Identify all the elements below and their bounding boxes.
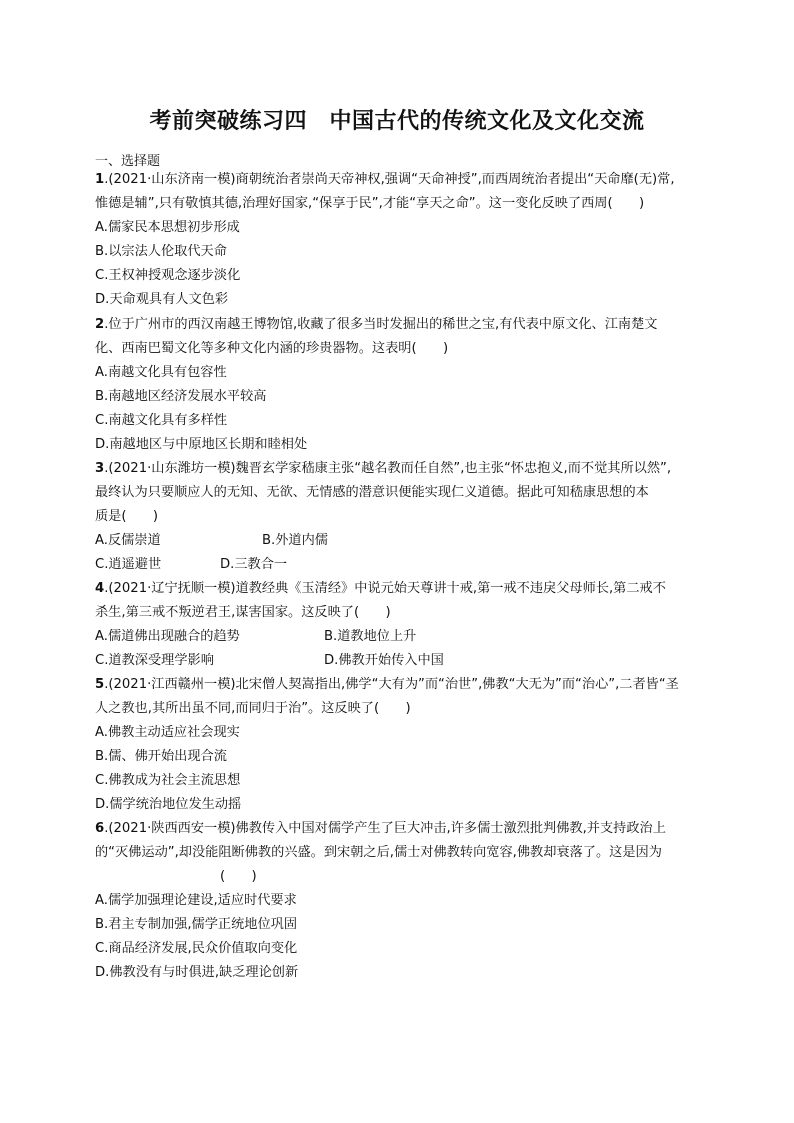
question-4-option-c: C.道教深受理学影响 bbox=[95, 653, 214, 668]
question-2-option-b: B.南越地区经济发展水平较高 bbox=[95, 389, 267, 404]
question-1-option-b: B.以宗法人伦取代天命 bbox=[95, 244, 227, 259]
question-5-option-b: B.儒、佛开始出现合流 bbox=[95, 749, 227, 764]
page-title: 考前突破练习四 中国古代的传统文化及文化交流 bbox=[149, 109, 645, 134]
question-3-option-d: D.三教合一 bbox=[220, 557, 288, 572]
question-5-option-d: D.儒学统治地位发生动摇 bbox=[95, 797, 242, 812]
question-number: 2 bbox=[95, 317, 105, 332]
question-number: 4 bbox=[95, 581, 105, 596]
question-2-option-c: C.南越文化具有多样性 bbox=[95, 413, 228, 428]
question-4-option-d: D.佛教开始传入中国 bbox=[324, 653, 444, 668]
question-5-line-1: 5.(2021·江西赣州一模)北宋僧人契嵩指出,佛学“大有为”而“治世”,佛教“大无为”而“治心”,二者皆“圣 bbox=[95, 677, 679, 692]
question-6-answer-blank: ( ) bbox=[220, 869, 257, 884]
question-3-line-2: 最终认为只要顺应人的无知、无欲、无情感的潜意识便能实现仁义道德。据此可知嵇康思想的本 bbox=[95, 485, 649, 500]
question-1-line-1: 1.(2021·山东济南一模)商朝统治者崇尚天帝神权,强调“天命神授”,而西周统治者提出“天命靡(无)常, bbox=[95, 172, 675, 187]
question-6-option-a: A.儒学加强理论建设,适应时代要求 bbox=[95, 893, 297, 908]
question-6-option-c: C.商品经济发展,民众价值取向变化 bbox=[95, 941, 298, 956]
question-1-line-2: 惟德是辅”,只有敬慎其德,治理好国家,“保享于民”,才能“享天之命”。这一变化反映了西周( ) bbox=[95, 196, 645, 211]
question-6-option-d: D.佛教没有与时俱进,缺乏理论创新 bbox=[95, 965, 299, 980]
question-1-option-c: C.王权神授观念逐步淡化 bbox=[95, 268, 241, 283]
question-2-line-1: 2.位于广州市的西汉南越王博物馆,收藏了很多当时发掘出的稀世之宝,有代表中原文化、江南楚文 bbox=[95, 317, 658, 332]
question-2-line-2: 化、西南巴蜀文化等多种文化内涵的珍贵器物。这表明( ) bbox=[95, 341, 449, 356]
question-4-option-a: A.儒道佛出现融合的趋势 bbox=[95, 629, 240, 644]
question-1-option-d: D.天命观具有人文色彩 bbox=[95, 292, 229, 307]
question-3-option-b: B.外道内儒 bbox=[262, 533, 328, 548]
question-number: 6 bbox=[95, 821, 105, 836]
question-5-option-c: C.佛教成为社会主流思想 bbox=[95, 773, 241, 788]
question-3-line-1: 3.(2021·山东潍坊一模)魏晋玄学家嵇康主张“越名教而任自然”,也主张“怀忠抱义,而不觉其所以然”, bbox=[95, 461, 672, 476]
question-1-option-a: A.儒家民本思想初步形成 bbox=[95, 220, 240, 235]
question-5-option-a: A.佛教主动适应社会现实 bbox=[95, 725, 240, 740]
question-2-option-a: A.南越文化具有包容性 bbox=[95, 365, 227, 380]
question-3-option-c: C.逍遥避世 bbox=[95, 557, 162, 572]
question-4-line-1: 4.(2021·辽宁抚顺一模)道教经典《玉清经》中说元始天尊讲十戒,第一戒不违戾父母师长,第二戒不 bbox=[95, 581, 666, 596]
question-6-line-2: 的“灭佛运动”,却没能阻断佛教的兴盛。到宋朝之后,儒士对佛教转向宽容,佛教却衰落了。这是因为 bbox=[95, 845, 662, 860]
section-heading: 一、选择题 bbox=[95, 154, 161, 169]
question-2-option-d: D.南越地区与中原地区长期和睦相处 bbox=[95, 437, 308, 452]
question-number: 1 bbox=[95, 172, 105, 187]
question-3-line-3: 质是( ) bbox=[95, 509, 159, 524]
question-3-option-a: A.反儒崇道 bbox=[95, 533, 161, 548]
question-number: 3 bbox=[95, 461, 105, 476]
question-6-option-b: B.君主专制加强,儒学正统地位巩固 bbox=[95, 917, 298, 932]
question-6-line-1: 6.(2021·陕西西安一模)佛教传入中国对儒学产生了巨大冲击,许多儒士激烈批判佛教,并支持政治上 bbox=[95, 821, 666, 836]
question-number: 5 bbox=[95, 677, 105, 692]
question-4-line-2: 杀生,第三戒不叛逆君王,谋害国家。这反映了( ) bbox=[95, 605, 391, 620]
question-5-line-2: 人之教也,其所出虽不同,而同归于治”。这反映了( ) bbox=[95, 701, 411, 716]
question-4-option-b: B.道教地位上升 bbox=[324, 629, 417, 644]
